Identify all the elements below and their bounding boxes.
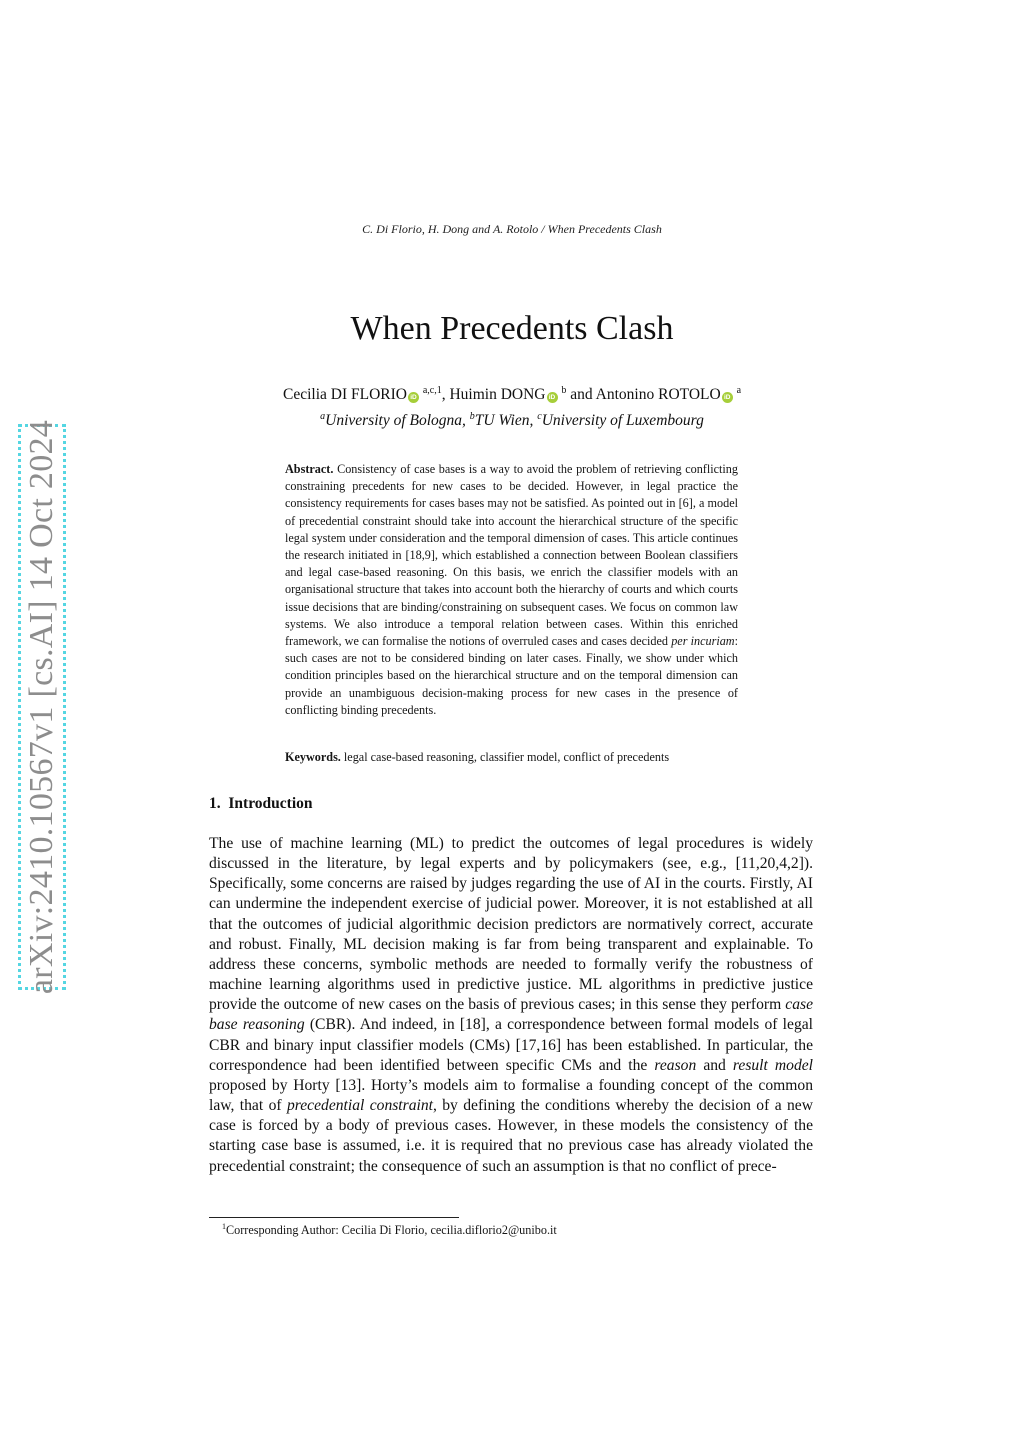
footnote-rule: [209, 1217, 459, 1218]
affiliation-name: TU Wien,: [474, 412, 534, 429]
body-text-run: proposed by Horty [13]. Horty’s models aim to formalise a founding concept of the common law, that of: [209, 1076, 813, 1115]
author-affiliation-marker: a: [736, 385, 742, 396]
affiliation-marker: b: [469, 411, 475, 422]
author-affiliation-marker: a,c,1: [422, 385, 442, 396]
orcid-icon[interactable]: iD: [408, 392, 419, 403]
footnote-marker: 1: [222, 1222, 226, 1231]
footnote-text: Corresponding Author: Cecilia Di Florio, cecilia.diflorio2@unibo.it: [226, 1223, 557, 1237]
body-text-run: and: [703, 1056, 726, 1074]
abstract: [285, 461, 738, 719]
orcid-icon[interactable]: iD: [547, 392, 558, 403]
abstract-italic-term: per incuriam: [671, 634, 735, 649]
author-affiliation-marker: b: [561, 385, 567, 396]
affiliation-name: University of Bologna,: [325, 412, 466, 429]
footnote: [222, 1223, 822, 1238]
running-head: C. Di Florio, H. Dong and A. Rotolo / When Precedents Clash: [362, 222, 662, 236]
affiliation-marker: a: [320, 411, 326, 422]
author-name: Cecilia DI FLORIO: [282, 386, 407, 403]
italic-term: reason: [654, 1056, 697, 1074]
paper-title: When Precedents Clash: [350, 310, 674, 347]
keywords-text: legal case-based reasoning, classifier model, conflict of precedents: [343, 750, 670, 764]
italic-term: result model: [732, 1056, 814, 1074]
body-text-run: , by defining the conditions whereby the decision of a new case is forced by a body of previous cases. However, in these models the consistency of the starting case base is assumed, i.e. it is required that no previous case has already violated the precedential constraint; the consequence of such an assumption is that no conflict of prece-: [209, 1097, 813, 1175]
author-name: Huimin DONG: [449, 386, 546, 403]
keywords: [285, 749, 745, 766]
abstract-label: Abstract.: [285, 462, 334, 476]
section-title: Introduction: [228, 795, 313, 812]
orcid-icon[interactable]: iD: [722, 392, 733, 403]
arxiv-id: arXiv:2410.10567v1 [cs.AI] 14 Oct 2024: [23, 419, 61, 995]
author-separator: ,: [441, 386, 446, 403]
arxiv-stamp: [21, 419, 63, 995]
section-heading: [209, 795, 313, 813]
author-list: [0, 386, 1024, 404]
abstract-text: Consistency of case bases is a way to avoid the problem of retrieving conflicting constraining precedents for new cases to be decided. However, in legal practice the consistency requirements for cases bases may not be satisfied. As pointed out in [6], a model of precedential constraint should take into account the hierarchical structure of the specific legal system under consideration and the temporal dimension of cases. This article continues the research initiated in [18,9], which established a connection between Boolean classifiers and legal case-based reasoning. On this basis, we enrich the classifier models with an organisational structure that takes into account both the hierarchy of courts and which courts issue decisions that are binding/constraining on subsequent cases. We focus on common law systems. We also introduce a temporal relation between cases. Within this enriched framework, we can formalise the notions of overruled cases and cases decided: [285, 462, 738, 649]
intro-paragraph: [209, 834, 813, 1177]
affiliation-list: [0, 412, 1024, 430]
body-text-run: (CBR). And indeed, in [18], a correspondence between formal models of legal CBR and binary input classifier models (CMs) [17,16] has been established. In particular, the correspondence had been identified between specific CMs and the: [209, 1016, 813, 1074]
affiliation-marker: c: [537, 411, 542, 422]
italic-term: case base reasoning: [209, 996, 813, 1034]
body-text-run: The use of machine learning (ML) to predict the outcomes of legal procedures is widely discussed in the literature, by legal experts and by policymakers (see, e.g., [11,20,4,2]). Specifically, some concerns are raised by judges regarding the use of AI in the courts. Firstly, AI can undermine the independent exercise of judicial power. Moreover, it is not established at all that the outcomes of judicial algorithmic decision predictors are normatively correct, accurate and robust. Finally, ML decision making is far from being transparent and explainable. To address these concerns, symbolic methods are needed to formally verify the robustness of machine learning algorithms used in predictive justice. ML algorithms in predictive justice provide the outcome of new cases on the basis of previous cases; in this sense they perform: [209, 835, 813, 1014]
abstract-text: : such cases are not to be considered binding on later cases. Finally, we show under which condition principles based on the hierarchical structure and on the temporal dimension can provide an unambiguous decision-making process for new cases in the presence of conflicting binding precedents.: [285, 634, 738, 717]
italic-term: precedential constraint: [286, 1097, 433, 1115]
affiliation-name: University of Luxembourg: [541, 412, 704, 429]
author-separator: and: [570, 386, 593, 403]
keywords-label: Keywords.: [285, 750, 341, 764]
author-name: Antonino ROTOLO: [595, 386, 721, 403]
section-number: 1.: [209, 795, 221, 812]
